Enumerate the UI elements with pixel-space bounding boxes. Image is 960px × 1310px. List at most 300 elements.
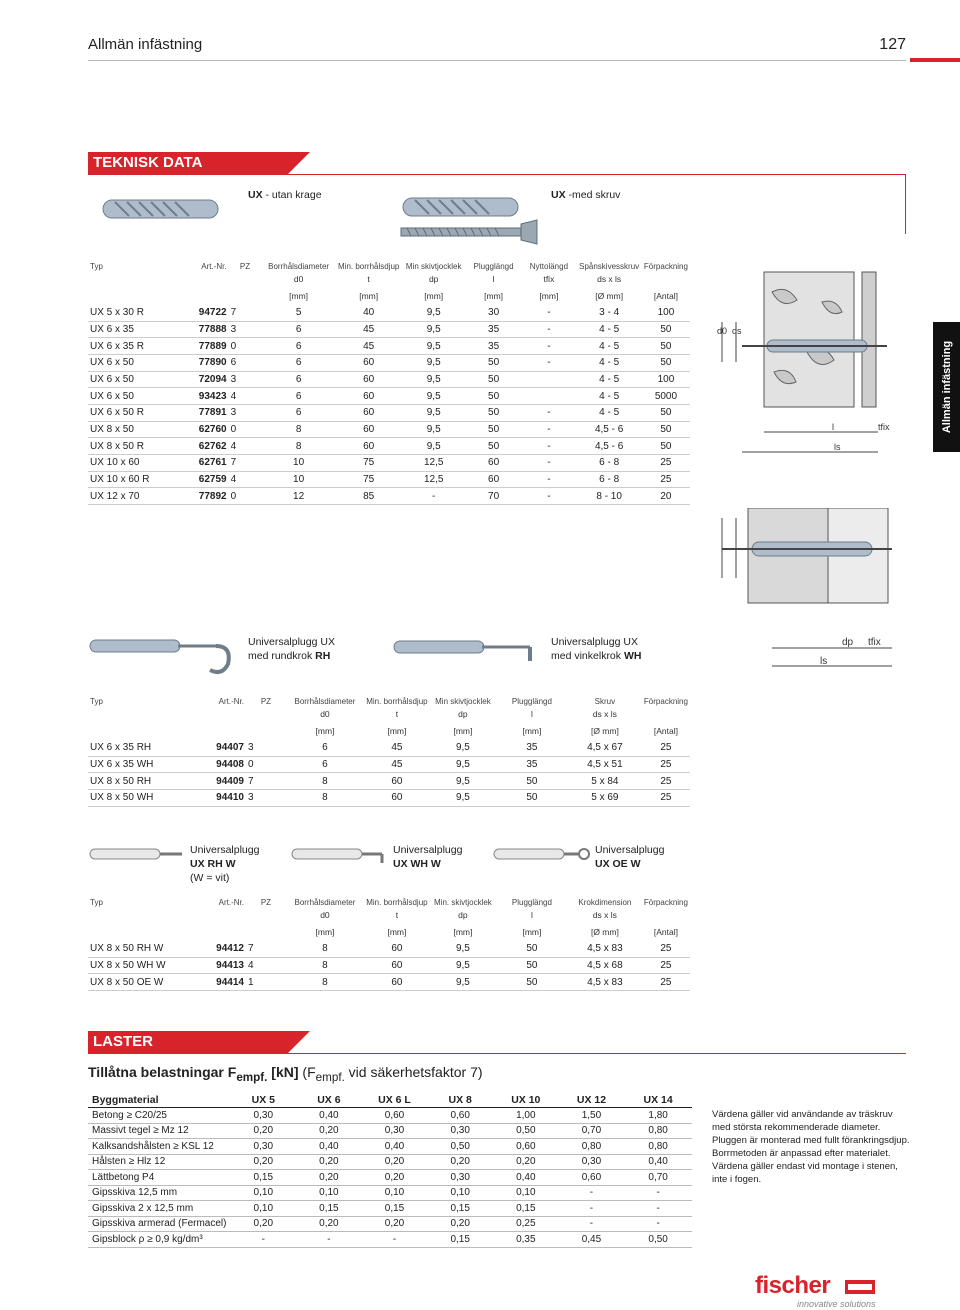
table-cell: Betong ≥ C20/25 (88, 1108, 230, 1124)
l-label: l (832, 422, 834, 432)
table-cell: [Ø mm] (590, 927, 619, 938)
table-cell: 0,70 (559, 1123, 625, 1139)
table-cell: [mm] (522, 726, 542, 737)
table-cell: - (624, 1185, 692, 1201)
table-cell: 70 (466, 488, 522, 505)
table-row (88, 756, 690, 773)
table-cell: 4 - 5 (576, 388, 641, 405)
table-row (88, 438, 690, 455)
table-cell: 9,5 (402, 388, 466, 405)
table-cell: l (492, 274, 495, 285)
table-cell: UX 8 x 50 WH W (88, 957, 180, 974)
table-cell (246, 706, 286, 723)
table-cell (521, 371, 576, 388)
table-cell: Lättbetong P4 (88, 1170, 230, 1186)
table-cell: UX 8 x 50 RH W (88, 940, 180, 957)
table-cell: 6 (286, 739, 364, 756)
side-tab (933, 322, 960, 452)
table-cell: l (530, 709, 533, 720)
loads-row (88, 1170, 692, 1186)
table-cell: 5 x 69 (568, 789, 642, 806)
table-cell: UX 6 (296, 1092, 362, 1108)
table-cell: 94722 (172, 304, 229, 321)
table-cell: 1,50 (559, 1108, 625, 1124)
ux-image-label: UX - utan krage (248, 189, 322, 201)
table-cell: 50 (496, 974, 568, 991)
table-cell (521, 388, 576, 405)
table-cell: 0,10 (493, 1185, 559, 1201)
table-cell: 75 (336, 455, 402, 472)
brand-tagline: innovative solutions (797, 1299, 876, 1309)
table-cell: 72094 (172, 371, 229, 388)
table-cell: 25 (642, 940, 690, 957)
table-cell: 60 (336, 421, 402, 438)
table-row (88, 354, 690, 371)
table-cell: 0,10 (230, 1185, 296, 1201)
table-cell: 6 (261, 338, 335, 355)
table-cell: 25 (642, 455, 690, 472)
table-cell: Nyttolängd (529, 262, 569, 271)
table-row (88, 739, 690, 756)
page-header-title: Allmän infästning (88, 36, 203, 53)
white-plugs-table (88, 898, 690, 991)
table-cell: 60 (364, 974, 430, 991)
table-cell: 50 (466, 405, 522, 422)
loads-subtitle: Tillåtna belastningar $F_{empf.}$ [kN] ($F_{empf.}$ vid säkerhetsfaktor 7) (88, 1064, 483, 1084)
table-cell: [mm] (359, 291, 379, 302)
table-cell: 1 (246, 974, 286, 991)
table-cell: 9,5 (402, 421, 466, 438)
table-cell: 3 (246, 739, 286, 756)
table-cell: UX 6 x 35 (88, 321, 172, 338)
table-cell: 0,20 (296, 1170, 362, 1186)
table-cell: [mm] (289, 291, 309, 302)
table-cell: UX 12 (559, 1092, 625, 1108)
table-cell: [mm] (484, 291, 504, 302)
table-cell: - (521, 354, 576, 371)
table-cell: 94410 (180, 789, 246, 806)
laster-banner-tail (288, 1031, 310, 1053)
table-cell: UX 14 (624, 1092, 692, 1108)
table-cell: 60 (466, 455, 522, 472)
table-cell: UX 6 x 50 (88, 388, 172, 405)
table-cell: 94407 (180, 739, 246, 756)
table-cell: 9,5 (402, 405, 466, 422)
table-cell: 0,10 (427, 1185, 493, 1201)
table-row (88, 957, 690, 974)
table-cell: dp (428, 274, 439, 285)
table-cell (246, 907, 286, 924)
table-cell: UX 8 x 50 (88, 421, 172, 438)
table-cell: 0,80 (624, 1139, 692, 1155)
table-cell: [mm] (453, 927, 473, 938)
table-cell: [Ø mm] (595, 291, 624, 302)
table-cell (180, 723, 246, 740)
table-cell: 25 (642, 739, 690, 756)
table-cell: - (521, 421, 576, 438)
loads-table (88, 1092, 692, 1248)
table-cell: 0,50 (493, 1123, 559, 1139)
table-cell: 60 (336, 354, 402, 371)
table-cell (88, 907, 180, 924)
table-cell: Art.-Nr. (218, 898, 244, 907)
table-cell: 7 (246, 940, 286, 957)
table-cell: 12 (261, 488, 335, 505)
fischer-logo: fischer (755, 1272, 831, 1299)
table-cell: 0,10 (230, 1201, 296, 1217)
table-row (88, 338, 690, 355)
table-cell: 25 (642, 471, 690, 488)
table-cell: d0 (320, 910, 330, 921)
table-cell: Plugglängd (511, 697, 552, 706)
table-cell: 8 (286, 940, 364, 957)
rh-label: Universalplugg UX med rundkrok RH (248, 636, 335, 662)
table-cell: 25 (642, 756, 690, 773)
table-cell: d0 (320, 709, 330, 720)
table-cell: 20 (642, 488, 690, 505)
table-sym-row (88, 907, 690, 924)
table-cell: 6 (261, 388, 335, 405)
table-cell: Typ (90, 898, 103, 907)
table-cell: 7 (229, 304, 262, 321)
table-cell: 0 (229, 338, 262, 355)
table-row (88, 455, 690, 472)
table-cell: [mm] (315, 726, 335, 737)
table-cell: 3 (229, 371, 262, 388)
page-number: 127 (879, 36, 906, 53)
loads-row (88, 1201, 692, 1217)
table-cell: 75 (336, 471, 402, 488)
table-cell: 4 (246, 957, 286, 974)
table-cell: 50 (496, 789, 568, 806)
table-cell: UX 8 x 50 R (88, 438, 172, 455)
table-cell: 9,5 (402, 371, 466, 388)
table-cell: 77888 (172, 321, 229, 338)
table-cell (642, 271, 690, 288)
table-cell: 9,5 (430, 773, 496, 790)
loads-row (88, 1139, 692, 1155)
table-cell: 0,80 (559, 1139, 625, 1155)
table-cell: 30 (466, 304, 522, 321)
table-cell: Gipsskiva 2 x 12,5 mm (88, 1201, 230, 1217)
table-cell: Gipsskiva 12,5 mm (88, 1185, 230, 1201)
table-cell: [mm] (539, 291, 559, 302)
installation-diagram-1 (712, 262, 902, 458)
table-cell: 4 (229, 388, 262, 405)
table-cell: Plugglängd (511, 898, 552, 907)
table-cell: 60 (364, 957, 430, 974)
table-cell: 50 (496, 940, 568, 957)
table-row (88, 405, 690, 422)
table-cell: 94414 (180, 974, 246, 991)
table-cell: 0,20 (230, 1123, 296, 1139)
table-row (88, 773, 690, 790)
table-cell: 9,5 (430, 974, 496, 991)
table-cell: 45 (364, 739, 430, 756)
table-cell: 0,10 (296, 1185, 362, 1201)
table-cell: 0,35 (493, 1232, 559, 1248)
ux-screw-image-label: UX -med skruv (551, 189, 621, 201)
table-cell: 0,20 (362, 1170, 428, 1186)
table-cell: 0,10 (362, 1185, 428, 1201)
table-cell: 77890 (172, 354, 229, 371)
table-cell: - (521, 338, 576, 355)
table-cell: 0,45 (559, 1232, 625, 1248)
table-cell: PZ (260, 697, 272, 706)
technical-table (88, 262, 690, 505)
banner-tail (288, 152, 310, 174)
table-cell: UX 12 x 70 (88, 488, 172, 505)
table-cell: 0,20 (296, 1216, 362, 1232)
table-cell: UX 5 x 30 R (88, 304, 172, 321)
table-cell: 8 (286, 789, 364, 806)
table-cell: 10 (261, 471, 335, 488)
loads-note: Värdena gäller vid användande av träskruv med största rekommenderade diameter. Pluggen är monterad med fullt förankringsdjup. Borrmetoden är anpassad efter materialet. Värdena gäller endast vid montage i stenen, inte i fogen. (712, 1109, 910, 1185)
table-cell: 0,70 (624, 1170, 692, 1186)
table-cell: 0,80 (624, 1123, 692, 1139)
table-cell: Skruv (594, 697, 616, 706)
table-row (88, 940, 690, 957)
table-cell: [mm] (522, 927, 542, 938)
hook-rh-image (88, 630, 238, 680)
table-cell: UX 10 (493, 1092, 559, 1108)
table-cell: 4 - 5 (576, 321, 641, 338)
table-cell: 50 (496, 957, 568, 974)
table-cell: 3 (229, 405, 262, 422)
table-cell: - (296, 1232, 362, 1248)
table-cell: 4 - 5 (576, 405, 641, 422)
table-unit-row (88, 723, 690, 740)
table-head-row (88, 898, 690, 907)
table-cell: ds x ls (592, 709, 617, 720)
table-cell: - (521, 304, 576, 321)
table-cell: Kalksandshålsten ≥ KSL 12 (88, 1139, 230, 1155)
table-cell: 6 (229, 354, 262, 371)
table-cell: [mm] (315, 927, 335, 938)
table-cell: 0,20 (230, 1216, 296, 1232)
table-cell: 100 (642, 304, 690, 321)
table-cell (229, 271, 262, 288)
table-cell: - (559, 1185, 625, 1201)
table-cell: UX 6 x 50 (88, 354, 172, 371)
table-cell: 0,20 (296, 1154, 362, 1170)
table-cell: 60 (336, 438, 402, 455)
table-cell (642, 706, 690, 723)
table-row (88, 488, 690, 505)
plug-rh-w-image (88, 845, 188, 865)
table-cell: UX 8 (427, 1092, 493, 1108)
table-cell: 0,40 (362, 1139, 428, 1155)
table-cell: 60 (336, 405, 402, 422)
plug-oe-w-image (492, 845, 592, 865)
table-cell: 25 (642, 957, 690, 974)
table-cell: 25 (642, 974, 690, 991)
table-cell: [mm] (453, 726, 473, 737)
banner-rule (88, 174, 906, 175)
table-cell: 50 (642, 438, 690, 455)
table-cell: 0,20 (493, 1154, 559, 1170)
table-cell: Byggmaterial (88, 1092, 230, 1108)
table-cell: 0,50 (624, 1232, 692, 1248)
table-cell: 0,50 (427, 1139, 493, 1155)
table-cell: 62762 (172, 438, 229, 455)
table-cell: 4,5 - 6 (576, 421, 641, 438)
table-cell: 60 (336, 388, 402, 405)
table-cell: 4,5 - 6 (576, 438, 641, 455)
table-cell: Min. borrhålsdjup (366, 898, 428, 907)
table-cell: PZ (239, 262, 251, 271)
table-cell: 94412 (180, 940, 246, 957)
table-cell (229, 288, 262, 305)
loads-row (88, 1154, 692, 1170)
table-cell: 50 (642, 421, 690, 438)
logo-flag-icon (845, 1280, 875, 1294)
table-cell: 0,15 (427, 1232, 493, 1248)
table-cell: UX 5 (230, 1092, 296, 1108)
ux-oe-w-label: Universalplugg UX OE W (595, 844, 665, 870)
table-cell: 94409 (180, 773, 246, 790)
table-cell: 0 (229, 488, 262, 505)
table-cell (180, 706, 246, 723)
table-cell: UX 8 x 50 WH (88, 789, 180, 806)
table-cell (88, 924, 180, 941)
table-cell: 5 (261, 304, 335, 321)
table-cell: UX 10 x 60 (88, 455, 172, 472)
table-cell: 9,5 (402, 338, 466, 355)
table-cell: 12,5 (402, 471, 466, 488)
table-cell: PZ (260, 898, 272, 907)
table-cell: 4 - 5 (576, 354, 641, 371)
table-cell: 4,5 x 67 (568, 739, 642, 756)
table-cell: ds x ls (592, 910, 617, 921)
table-cell: - (521, 488, 576, 505)
table-cell: 0 (229, 421, 262, 438)
table-cell: Art.-Nr. (218, 697, 244, 706)
header-accent (910, 58, 960, 62)
table-cell: - (230, 1232, 296, 1248)
table-cell: UX 10 x 60 R (88, 471, 172, 488)
table-cell: 7 (229, 455, 262, 472)
table-cell: l (530, 910, 533, 921)
loads-row (88, 1123, 692, 1139)
table-cell: 25 (642, 789, 690, 806)
table-row (88, 974, 690, 991)
table-cell: - (559, 1216, 625, 1232)
ls-label-2: ls (820, 656, 828, 667)
table-cell: 94408 (180, 756, 246, 773)
table-cell: 9,5 (430, 756, 496, 773)
table-cell: 35 (466, 338, 522, 355)
table-cell: 0,30 (362, 1123, 428, 1139)
loads-row (88, 1185, 692, 1201)
table-cell: [Antal] (653, 726, 678, 737)
table-cell (88, 271, 172, 288)
table-cell: t (367, 274, 370, 285)
table-cell: 50 (642, 338, 690, 355)
table-cell: 0,20 (427, 1216, 493, 1232)
table-cell: 0,40 (493, 1170, 559, 1186)
table-cell: 60 (364, 773, 430, 790)
table-cell: UX 6 x 50 R (88, 405, 172, 422)
ls-label: ls (834, 442, 841, 452)
table-row (88, 471, 690, 488)
laster-banner: LASTER (88, 1031, 288, 1053)
table-cell: d0 (293, 274, 304, 285)
table-cell: 25 (642, 773, 690, 790)
table-cell: 50 (642, 321, 690, 338)
table-cell: 9,5 (402, 354, 466, 371)
banner-rule-vertical (905, 174, 906, 234)
table-cell: 0,40 (296, 1139, 362, 1155)
ux-rh-w-label: Universalplugg UX RH W (W = vit) (190, 844, 260, 884)
table-cell: Min. borrhålsdjup (338, 262, 400, 271)
table-cell: 8 (261, 421, 335, 438)
table-cell: [mm] (387, 726, 407, 737)
table-cell: 5000 (642, 388, 690, 405)
table-cell: 45 (364, 756, 430, 773)
table-cell: 50 (642, 354, 690, 371)
table-head-row (88, 697, 690, 706)
table-cell: 9,5 (430, 957, 496, 974)
table-cell: 0,60 (493, 1139, 559, 1155)
table-cell: - (624, 1201, 692, 1217)
table-cell: UX 6 x 50 (88, 371, 172, 388)
table-cell: t (395, 910, 399, 921)
table-cell: 9,5 (430, 789, 496, 806)
table-cell: Typ (90, 262, 103, 271)
table-cell: 0,20 (427, 1154, 493, 1170)
table-cell: 6 (261, 371, 335, 388)
table-cell: 1,00 (493, 1108, 559, 1124)
table-cell: 4 - 5 (576, 371, 641, 388)
table-cell: 0,20 (362, 1154, 428, 1170)
table-cell (246, 924, 286, 941)
table-cell: 3 - 4 (576, 304, 641, 321)
table-unit-row (88, 288, 690, 305)
table-cell: 0,20 (362, 1216, 428, 1232)
table-cell: 0,30 (427, 1170, 493, 1186)
table-cell: 50 (466, 371, 522, 388)
table-cell: dp (458, 910, 468, 921)
table-cell: 50 (496, 773, 568, 790)
table-cell: 35 (496, 756, 568, 773)
table-cell: UX 6 x 35 R (88, 338, 172, 355)
table-cell: 77891 (172, 405, 229, 422)
table-cell: ds x ls (597, 274, 622, 285)
table-cell: 45 (336, 321, 402, 338)
table-cell: 9,5 (402, 321, 466, 338)
table-cell: 50 (466, 438, 522, 455)
table-cell: t (395, 709, 399, 720)
table-cell: 62759 (172, 471, 229, 488)
table-cell: 50 (466, 421, 522, 438)
table-cell: 45 (336, 338, 402, 355)
table-cell: [mm] (424, 291, 444, 302)
table-cell: 0,15 (230, 1170, 296, 1186)
table-cell: Min skivtjocklek (405, 262, 462, 271)
d0-label: d0 (717, 326, 728, 336)
table-cell: - (559, 1201, 625, 1217)
table-cell: 7 (246, 773, 286, 790)
table-cell: 6 - 8 (576, 471, 641, 488)
loads-row (88, 1108, 692, 1124)
loads-header-row (88, 1092, 692, 1108)
table-cell: 3 (229, 321, 262, 338)
table-cell: Förpackning (643, 697, 688, 706)
header-divider (88, 60, 906, 61)
table-cell: Min skivtjocklek (435, 697, 491, 706)
table-cell: 8 (286, 773, 364, 790)
